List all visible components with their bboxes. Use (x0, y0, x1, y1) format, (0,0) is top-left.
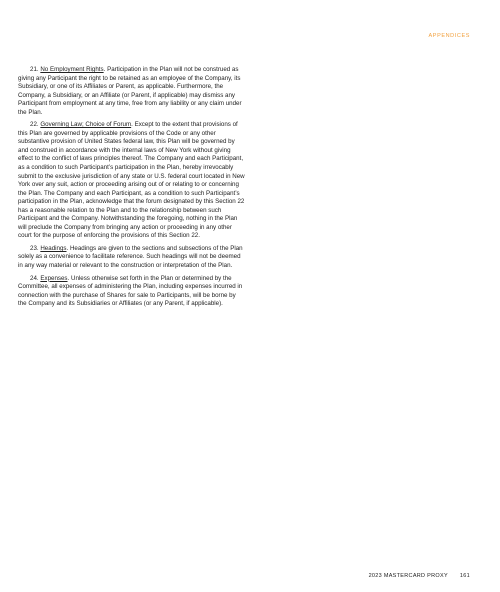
document-body (18, 66, 246, 313)
paragraph-22 (18, 121, 246, 241)
paragraph-24 (18, 275, 246, 309)
paragraph-text: . Except to the extent that provisions of this Plan are governed by applicable provisions of the Code or any other substantive provision of United States federal law, this Plan will be governed by and construed in accordance with the internal laws of New York without giving effect to the conflict of laws principles thereof. The Company and each Participant, as a condition to such Participant’s participation in the Plan, hereby irrevocably submit to the exclusive jurisdiction of any state or U.S. federal court located in New York over any suit, action or proceeding arising out of or relating to or concerning the Plan. The Company and each Participant, as a condition to such Participant’s participation in the Plan, acknowledge that the forum designated by this Section 22 has a reasonable relation to the Plan and to the relationship between such Participant and the Company. Notwithstanding the foregoing, nothing in the Plan will preclude the Company from bringing any action or proceeding in any other court for the purpose of enforcing the provisions of this Section 22. (18, 121, 245, 240)
paragraph-text: . Headings are given to the sections and subsections of the Plan solely as a convenience to facilitate reference. Such headings will not be deemed in any way material or relevant to the construction or interpretation of the Plan. (18, 244, 243, 270)
paragraph-heading: Expenses (40, 274, 68, 282)
footer-document-title: 2023 MASTERCARD PROXY (368, 573, 448, 579)
paragraph-23 (18, 245, 246, 271)
page-footer (369, 573, 470, 579)
paragraph-heading: Headings (40, 244, 67, 252)
paragraph-number: 24. (30, 274, 39, 282)
paragraph-number: 23. (30, 244, 39, 252)
paragraph-21 (18, 66, 246, 117)
paragraph-text: . Participation in the Plan will not be construed as giving any Participant the right to be retained as an employee of the Company, its Subsidiary, or one of its Affiliates or Parent, as applicable. Furthermore, the Company, a Subsidiary, or an Affiliate (or Parent, if applicable) may dismiss any Participant from employment at any time, free from any liability or any claim under the Plan. (18, 66, 242, 116)
paragraph-number: 22. (30, 121, 39, 129)
section-header: APPENDICES (428, 33, 470, 39)
paragraph-heading: No Employment Rights (40, 66, 104, 73)
paragraph-heading: Governing Law; Choice of Forum (40, 121, 132, 129)
paragraph-number: 21. (30, 66, 39, 73)
page-number: 161 (459, 573, 470, 579)
paragraph-text: . Unless otherwise set forth in the Plan or determined by the Committee, all expenses of administering the Plan, including expenses incurred in connection with the purchase of Shares for sale to Participants, will be borne by the Company and its Subsidiaries or Affiliates (or any Parent, if applicable). (18, 274, 243, 308)
